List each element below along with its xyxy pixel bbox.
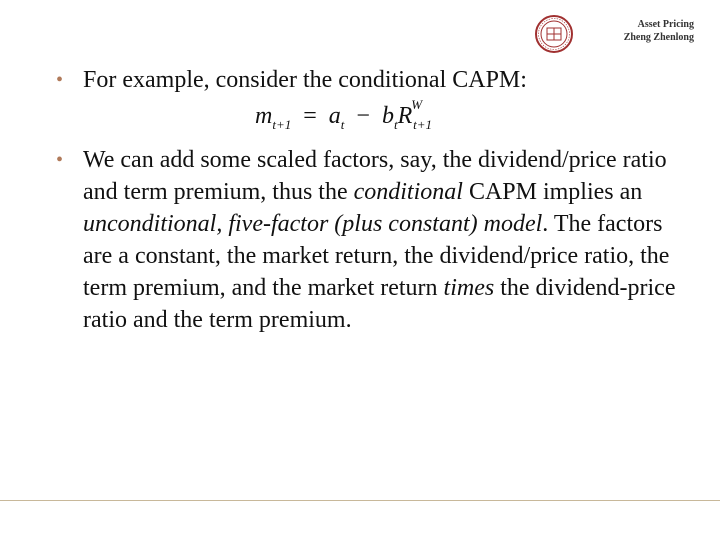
bullet-text-2e: . The factors are a constant, the market return, the dividend/price ratio, the term premium, and the market return (83, 211, 670, 301)
eq-b-sub: t (393, 117, 398, 132)
bullet-dot: • (56, 69, 64, 91)
eq-R: R (397, 103, 413, 129)
eq-R-sub: t+1 (413, 117, 432, 132)
bullet-text-2c: CAPM implies an (462, 179, 643, 205)
bullet-text-2b: conditional (353, 179, 463, 205)
university-seal-icon (534, 14, 574, 54)
bullet-text-2g: the dividend-price ratio and the term premium. (83, 275, 676, 333)
header-author: Zheng Zhenlong (623, 32, 694, 43)
eq-m-sub: t+1 (272, 117, 292, 132)
footer-divider (0, 500, 720, 501)
eq-equals: = (303, 103, 317, 129)
header-course: Asset Pricing (637, 19, 694, 30)
header-text (624, 18, 694, 44)
bullet-text-1: For example, consider the conditional CAPM: (83, 67, 527, 93)
eq-minus: − (356, 103, 370, 129)
eq-R-sup: W (411, 97, 423, 112)
bullet-text-2f: times (443, 275, 495, 301)
bullet-text-2d: unconditional, five-factor (plus constant) model (83, 211, 543, 237)
equation-conditional-capm (255, 97, 676, 140)
eq-a: a (328, 103, 341, 129)
eq-a-sub: t (340, 117, 345, 132)
bullet-item-1 (56, 64, 676, 96)
bullet-item-2 (56, 144, 676, 336)
eq-m: m (255, 103, 273, 129)
eq-b: b (381, 103, 394, 129)
bullet-dot: • (56, 149, 64, 171)
slide-header (534, 14, 694, 54)
slide-body (56, 64, 676, 336)
bullet-text-2a: We can add some scaled factors, say, the dividend/price ratio and term premium, thus the (83, 147, 667, 205)
